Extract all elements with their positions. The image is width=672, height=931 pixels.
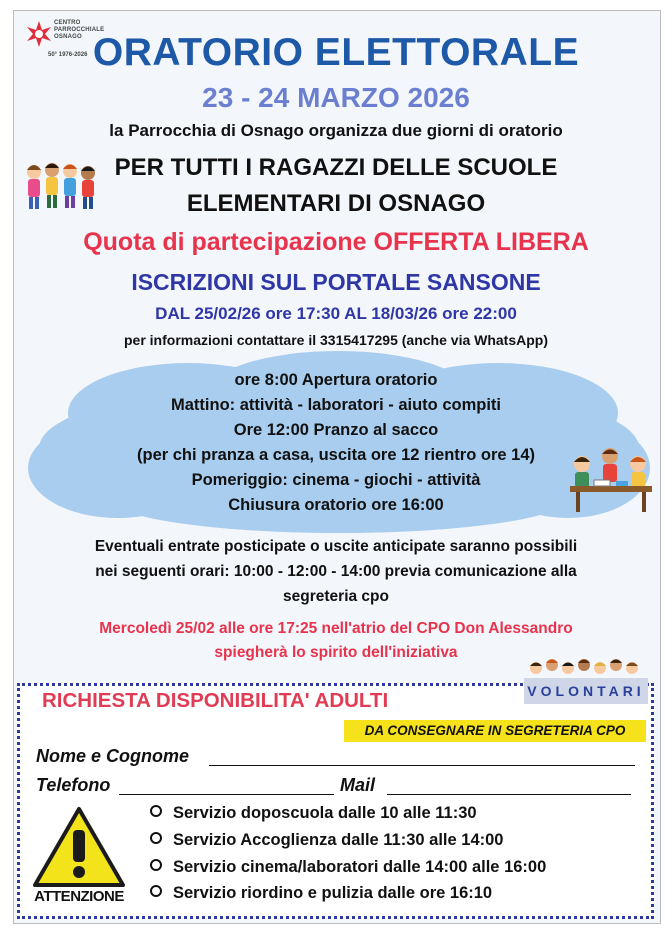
schedule-item: (per chi pranza a casa, uscita ore 12 rientro ore 14): [137, 446, 535, 464]
service-option[interactable]: [150, 858, 546, 877]
audience-heading: [0, 150, 672, 222]
volunteers-sign: VOLONTARI: [527, 683, 645, 699]
option-bullet-icon: [150, 859, 162, 871]
option-bullet-icon: [150, 805, 162, 817]
notes-line-3: segreteria cpo: [283, 588, 389, 605]
logo-line-2: PARROCCHIALE: [54, 27, 105, 33]
registration-window: DAL 25/02/26 ore 17:30 AL 18/03/26 ore 22:00: [155, 304, 517, 323]
audience-line-2: ELEMENTARI DI OSNAGO: [186, 190, 486, 217]
warning-triangle-icon: [32, 806, 126, 888]
timing-notes: [0, 534, 672, 609]
service-label: Servizio riordino e pulizia dalle ore 16:10: [173, 884, 493, 902]
schedule-item: Pomeriggio: cinema - giochi - attività: [191, 471, 481, 489]
warning-sign: [32, 806, 126, 910]
volunteers-illustration: [522, 656, 650, 716]
intro-text: la Parrocchia di Osnago organizza due giorni di oratorio: [109, 121, 563, 140]
schedule-item: Ore 12:00 Pranzo al sacco: [233, 421, 439, 439]
event-dates: 23 - 24 MARZO 2026: [202, 82, 470, 113]
mail-label: Mail: [340, 775, 376, 795]
phone-field[interactable]: [119, 794, 334, 795]
volunteer-request-title: RICHIESTA DISPONIBILITA' ADULTI: [42, 689, 389, 712]
option-bullet-icon: [150, 885, 162, 897]
service-label: Servizio cinema/laboratori dalle 14:00 alle 16:00: [173, 858, 547, 876]
phone-label: Telefono: [36, 775, 111, 795]
contact-info: per informazioni contattare il 3315417295 (anche via WhatsApp): [123, 332, 549, 348]
service-option[interactable]: [150, 831, 503, 850]
announcement-line-2: spiegherà lo spirito dell'iniziativa: [214, 644, 458, 661]
service-option[interactable]: [150, 804, 477, 823]
logo-anniversary: 50° 1976-2026: [48, 52, 88, 58]
schedule-item: Chiusura oratorio ore 16:00: [228, 496, 444, 514]
mail-field[interactable]: [387, 794, 631, 795]
registration-portal: ISCRIZIONI SUL PORTALE SANSONE: [131, 269, 541, 295]
notes-line-2: nei seguenti orari: 10:00 - 12:00 - 14:00 previa comunicazione alla: [95, 563, 577, 580]
notes-line-1: Eventuali entrate posticipate o uscite anticipate saranno possibili: [94, 538, 578, 555]
logo-line-3: OSNAGO: [54, 34, 82, 40]
schedule-item: Mattino: attività - laboratori - aiuto compiti: [171, 396, 501, 414]
option-bullet-icon: [150, 832, 162, 844]
warning-label: ATTENZIONE: [34, 888, 124, 905]
schedule-item: ore 8:00 Apertura oratorio: [234, 371, 438, 389]
kids-at-table-illustration: [566, 442, 656, 514]
service-label: Servizio doposcuola dalle 10 alle 11:30: [173, 804, 477, 822]
service-option[interactable]: [150, 884, 492, 903]
name-label: Nome e Cognome: [36, 746, 190, 766]
poster-title: ORATORIO ELETTORALE: [92, 31, 580, 74]
delivery-badge: DA CONSEGNARE IN SEGRETERIA CPO: [344, 720, 646, 742]
audience-line-1: PER TUTTI I RAGAZZI DELLE SCUOLE: [114, 154, 558, 181]
children-illustration: [22, 158, 100, 212]
announcement-line-1: Mercoledì 25/02 alle ore 17:25 nell'atrio del CPO Don Alessandro: [99, 620, 573, 637]
name-field[interactable]: [209, 765, 635, 766]
logo-line-1: CENTRO: [54, 20, 81, 26]
participation-fee: Quota di partecipazione OFFERTA LIBERA: [83, 228, 589, 256]
service-label: Servizio Accoglienza dalle 11:30 alle 14:00: [173, 831, 504, 849]
